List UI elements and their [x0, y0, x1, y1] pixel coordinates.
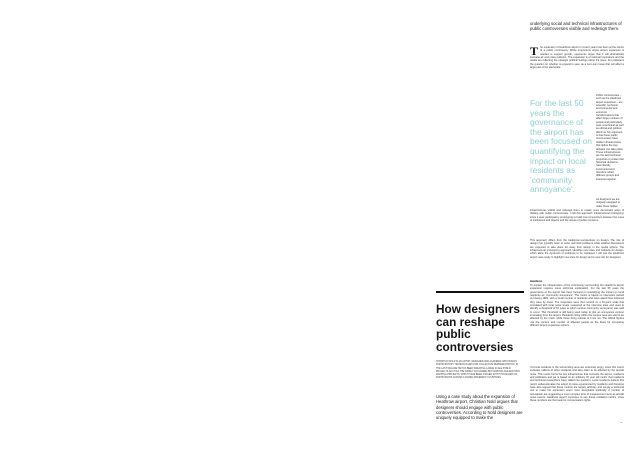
article-lede: Using a case study about the expansion of Heathrow airport, Christian Nold argues that designers should engage with public controversies. According to Nold designers are uniquely equipped to make the	[436, 394, 523, 421]
opening-paragraph-text: he expansion of Heathrow airport in recent years has been at the centre of a public controversy. While proponents argue airport expansion is needed to support growth, opponents argue that it will dramatically increase air and noise pollution. The expansion is of national importance and the media are reflecting the strategic political feelings about the issue. For politicians the question on whether to expand is seen as a zero-sum issue that will affect a large part of the electorate.	[530, 46, 624, 70]
body-paragraph-4: Yet local residents in the surrounding area are extremely angry, since this metric excludes millions of other residents who also claim to be affected by the aircraft noise. This metric forms the key infrastructure that connects the airport, residents and politicians and yet is based on an arbitrary 30 year old metric that residents and technical researchers have called into question. Local residents believe this metric underestimates the extent of noise experienced by residents and therefore have also argued that these metrics are largely arbitrary and simply a technical tool to make the expansion seem more acceptable politically. A number of acoustician are suggesting a more complex form of measurement such as aircraft noise events. Heathrow airport continues to use these outdated metrics, since these numbers are the basis for compensation rights.	[530, 366, 624, 403]
body-paragraph-1: infrastructures visible and redesign them to create more democratic ways of dealing with public controversies. I call this approach 'infrastructural prototyping' since it uses participatory prototyping to build new connections between the mess of institutions and objects and the issues of public concerns.	[530, 209, 624, 223]
side-paragraph-2: As designers we are uniquely equipped to make these hidden	[596, 198, 620, 208]
body-paragraph-3: To explain the infrastructure of the controversy surrounding the Heathrow airport expansion requires some technical explanation. For the last 50 years the governance of the airport has been focused on quantifying the impact on local residents as 'community annoyance'. The metric is based on interviews carried out during 1982, with a small number of residents who were asked how bothered they were by noise. The responses were then scored on a 10-point scale that correlated with local noise levels measured at the interview sites and used to identify a threshold of 57 LAeq at which serious community annoyance was said to occur. This threshold is still being used today to plot an annoyance contour emanating from the airport. Residents living within the contour area are said to be affected by the noise, while those living outside of it are not. The official figures use the contour and number of affected people as the basis for comparing different airport expansion options.	[530, 284, 624, 328]
pull-quote: For the last 50 years the governance of the airport has been focused on quantifying the impact on local residents as 'community annoyance'.	[530, 98, 592, 195]
title-rule	[436, 291, 524, 293]
section-heading: Heathrow	[530, 280, 543, 283]
intro-text: underlying social and technical infrastructures of public controversies visible and redesign them.	[530, 21, 622, 32]
side-paragraph: Public controversies – such as the Heathrow airport expansion – are scientific, technical, environmental and economic transformations that affect large numbers of people and particularly pose a technical as well as ethical and political dilemma. My argument is that these public controversies have hidden infrastructures that define the way debates can take place. These infrastructures are the tacit technical properties or scales that historical decisions have literally constructed and therefore reflect different groups and interests together.	[596, 94, 624, 181]
opening-paragraph	[530, 46, 624, 69]
drop-cap: T	[530, 44, 539, 58]
continue-arrow-icon: →	[619, 419, 623, 424]
body-column	[530, 46, 624, 69]
author-bio: CHRISTIAN NOLD IS AN ARTIST, DESIGNER AND ACADEMIC WHO BUILDS PARTICIPATORY TECHNOLOGIES FOR COLLECTIVE REPRESENTATION. IN THE LAST DECADE HE HAS BEEN CREATING LARGE SCALE PUBLIC PROJECTS SUCH AS THE WIDELY ACCLAIMED BIO MAPPING AND EMOTION MAPPING PROJECTS, WHICH HAVE BEEN STAGED WITH THOUSANDS OF PARTICIPANTS ACROSS A DOZEN DIFFERENT COUNTRIES.	[436, 361, 520, 380]
body-paragraph-2: This approach differs from the traditional perspectives on design. The role of design has typically been to solve technical problems while political discussions are expected to take place far away from design in the media sphere. The infrastructural prototyping approach identifies new sites and subjects for design, which allow the dynamics of problems to be reshaped. I will use the Heathrow airport case study to highlight new sites for design and a new role for designers.	[530, 239, 624, 259]
article-title: How designers can reshape public controversies	[436, 302, 520, 354]
